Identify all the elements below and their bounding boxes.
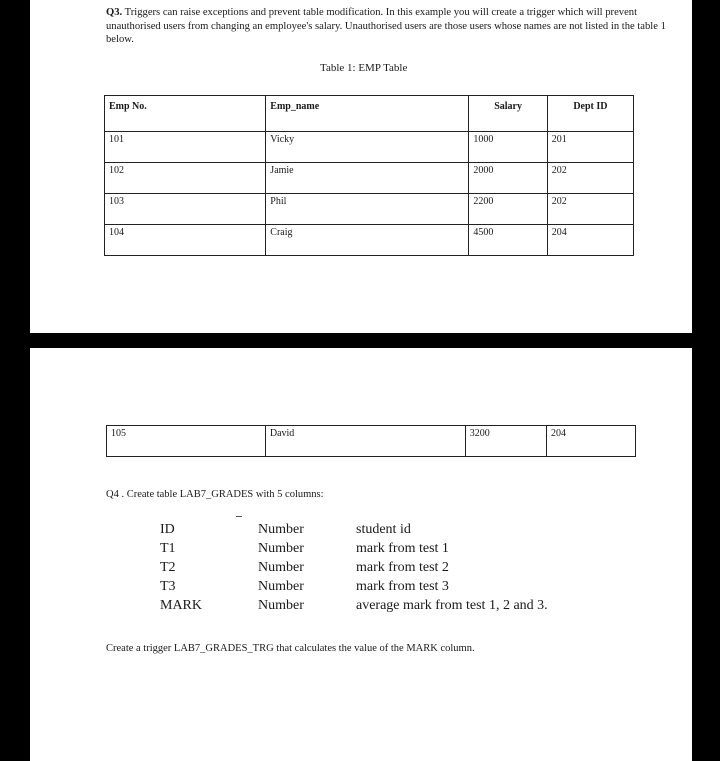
table-row — [105, 194, 634, 225]
cell-dept-id: 201 — [547, 132, 633, 163]
cell-dept-id: 204 — [547, 426, 636, 457]
cell-emp-name: David — [265, 426, 465, 457]
cell-emp-no: 105 — [107, 426, 266, 457]
q4-title: Q4 . Create table LAB7_GRADES with 5 columns: — [106, 489, 324, 500]
header-dept-id: Dept ID — [547, 96, 633, 132]
divider — [236, 516, 242, 517]
column-description: mark from test 3 — [356, 579, 449, 594]
header-emp-no: Emp No. — [105, 96, 266, 132]
column-type: Number — [258, 579, 304, 594]
cell-emp-name: Jamie — [266, 163, 469, 194]
emp-table-continued — [106, 425, 636, 457]
column-type: Number — [258, 560, 304, 575]
column-name: T3 — [160, 579, 176, 594]
column-type: Number — [258, 598, 304, 613]
column-description: average mark from test 1, 2 and 3. — [356, 598, 548, 613]
header-salary: Salary — [469, 96, 547, 132]
cell-emp-no: 103 — [105, 194, 266, 225]
cell-dept-id: 202 — [547, 163, 633, 194]
cell-dept-id: 202 — [547, 194, 633, 225]
cell-salary: 1000 — [469, 132, 547, 163]
cell-emp-no: 101 — [105, 132, 266, 163]
cell-salary: 3200 — [465, 426, 546, 457]
table-row — [105, 163, 634, 194]
cell-emp-name: Craig — [266, 225, 469, 256]
cell-emp-name: Phil — [266, 194, 469, 225]
q3-text: Triggers can raise exceptions and prevent table modification. In this example you will create a trigger which will prevent unauthorised users from changing an employee's salary. Unauthorised users are those users whose names are not listed in the table 1 below. — [106, 7, 666, 45]
column-description: mark from test 1 — [356, 541, 449, 556]
cell-emp-name: Vicky — [266, 132, 469, 163]
column-description: student id — [356, 522, 411, 537]
cell-emp-no: 104 — [105, 225, 266, 256]
trigger-instruction: Create a trigger LAB7_GRADES_TRG that calculates the value of the MARK column. — [106, 643, 475, 654]
emp-table — [104, 95, 634, 256]
table-header-row — [105, 96, 634, 132]
column-name: T1 — [160, 541, 176, 556]
document-page-1 — [30, 0, 692, 333]
q3-paragraph — [106, 6, 666, 47]
cell-dept-id: 204 — [547, 225, 633, 256]
table-row — [105, 132, 634, 163]
column-type: Number — [258, 522, 304, 537]
cell-emp-no: 102 — [105, 163, 266, 194]
column-type: Number — [258, 541, 304, 556]
table-row — [107, 426, 636, 457]
column-description: mark from test 2 — [356, 560, 449, 575]
column-name: T2 — [160, 560, 176, 575]
column-name: MARK — [160, 598, 203, 613]
document-page-2 — [30, 348, 692, 761]
header-emp-name: Emp_name — [266, 96, 469, 132]
cell-salary: 2200 — [469, 194, 547, 225]
table-caption: Table 1: EMP Table — [320, 62, 408, 74]
column-name: ID — [160, 522, 175, 537]
table-row — [105, 225, 634, 256]
cell-salary: 4500 — [469, 225, 547, 256]
cell-salary: 2000 — [469, 163, 547, 194]
q3-label: Q3. — [106, 7, 123, 18]
